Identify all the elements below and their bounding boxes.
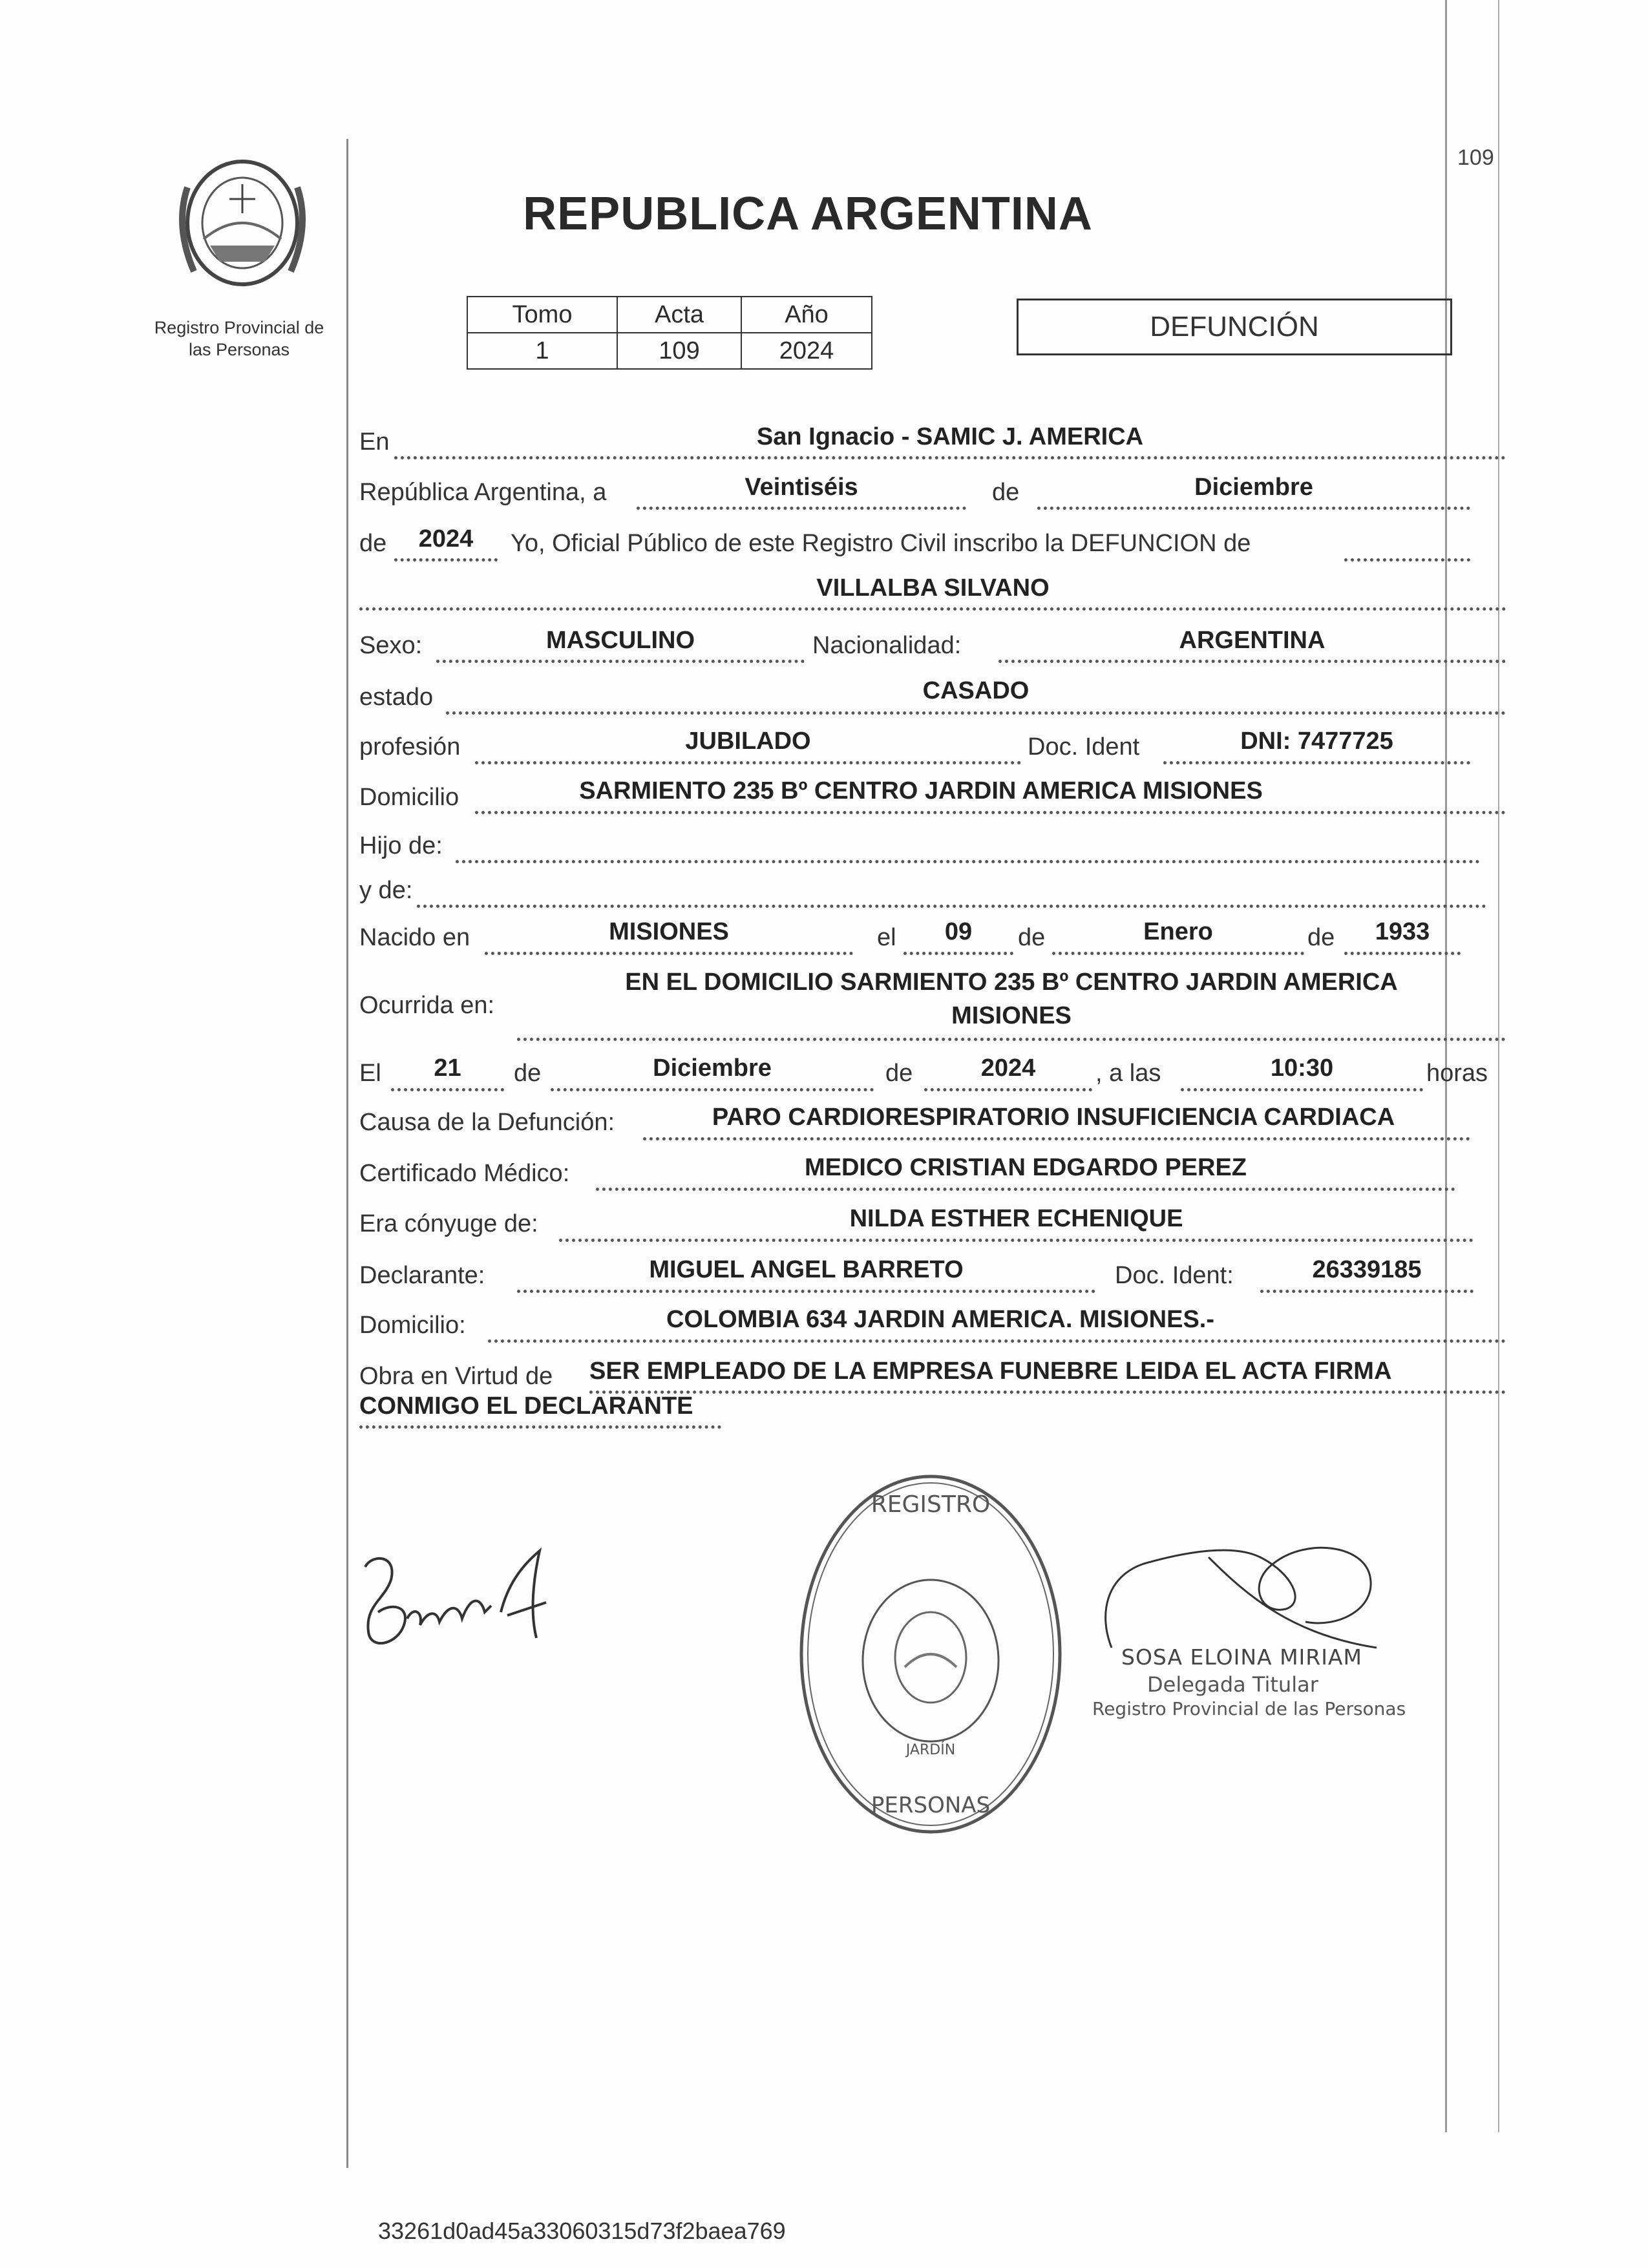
dotted-line: [436, 660, 805, 663]
official-name: SOSA ELOINA MIRIAM: [1121, 1644, 1362, 1670]
dotted-line: [924, 1088, 1092, 1091]
dotted-line: [596, 1188, 1455, 1191]
doc-ident-label: Doc. Ident: [1028, 733, 1140, 761]
dotted-line: [359, 607, 1506, 611]
obra-line2: CONMIGO EL DECLARANTE: [359, 1392, 693, 1420]
profesion-label: profesión: [359, 733, 461, 761]
record-reference-table: [467, 296, 872, 370]
svg-text:REGISTRO: REGISTRO: [871, 1491, 991, 1518]
declarant-signature: [352, 1541, 585, 1664]
republica-label: República Argentina, a: [359, 479, 607, 506]
tomo-header: Tomo: [467, 297, 617, 333]
ocurrida-en-label: Ocurrida en:: [359, 992, 495, 1019]
dotted-line: [517, 1290, 1095, 1293]
nacionalidad-value: ARGENTINA: [1179, 627, 1326, 654]
page-number: 109: [1457, 145, 1494, 170]
ocurrida-line1: EN EL DOMICILIO SARMIENTO 235 Bº CENTRO JARDIN AMERICA: [625, 969, 1398, 996]
dotted-line: [475, 811, 1506, 814]
el-label: el: [877, 924, 896, 951]
hijo-de-label: Hijo de:: [359, 832, 443, 859]
birth-month-value: Enero: [1143, 918, 1213, 945]
el-cap-label: El: [359, 1060, 381, 1087]
dotted-line: [551, 1088, 874, 1091]
doc-ident-value: DNI: 7477725: [1240, 728, 1393, 755]
dotted-line: [1344, 558, 1470, 562]
sexo-label: Sexo:: [359, 632, 423, 659]
death-day-value: 21: [434, 1055, 461, 1082]
dotted-line: [359, 1425, 721, 1429]
dotted-line: [559, 1239, 1474, 1242]
conyuge-value: NILDA ESTHER ECHENIQUE: [849, 1205, 1183, 1232]
obra-label: Obra en Virtud de: [359, 1363, 553, 1390]
page-title: REPUBLICA ARGENTINA: [523, 188, 1093, 240]
registration-statement: Yo, Oficial Público de este Registro Civil inscribo la DEFUNCION de: [511, 530, 1251, 557]
dotted-line: [1344, 952, 1461, 955]
birth-day-value: 09: [944, 918, 973, 945]
year-value: 2024: [418, 525, 474, 552]
dotted-line: [446, 711, 1506, 715]
document-hash: 33261d0ad45a33060315d73f2baea769: [378, 2218, 786, 2244]
causa-label: Causa de la Defunción:: [359, 1109, 615, 1136]
right-edge-rule: [1498, 0, 1499, 2132]
dotted-line: [417, 905, 1486, 908]
death-time-value: 10:30: [1270, 1055, 1334, 1082]
en-label: En: [359, 428, 390, 456]
official-org: Registro Provincial de las Personas: [1092, 1698, 1406, 1719]
a-las-label: , a las: [1095, 1060, 1161, 1087]
dotted-line: [998, 660, 1506, 663]
death-month-value: Diciembre: [653, 1055, 772, 1082]
acta-header: Acta: [617, 297, 741, 333]
dotted-line: [643, 1137, 1470, 1140]
registry-stamp: [788, 1460, 1073, 1848]
dotted-line: [903, 952, 1013, 955]
de-label: de: [885, 1060, 913, 1087]
de-label: de: [514, 1060, 542, 1087]
registry-label: [129, 317, 349, 361]
certificado-label: Certificado Médico:: [359, 1160, 570, 1187]
de-label: de: [1307, 924, 1335, 951]
place-value: San Ignacio - SAMIC J. AMERICA: [756, 423, 1144, 450]
left-margin-rule: [346, 139, 348, 2168]
domicilio-value: SARMIENTO 235 Bº CENTRO JARDIN AMERICA MISIONES: [579, 777, 1263, 804]
dotted-line: [637, 507, 966, 510]
dotted-line: [589, 1391, 1506, 1394]
dotted-line: [1037, 507, 1470, 510]
official-title: Delegada Titular: [1147, 1672, 1318, 1697]
declarante-doc-value: 26339185: [1312, 1256, 1422, 1283]
anio-value: 2024: [741, 333, 872, 369]
svg-text:JARDÍN: JARDÍN: [905, 1742, 956, 1758]
estado-value: CASADO: [922, 677, 1030, 704]
dotted-line: [1052, 952, 1304, 955]
horas-label: horas: [1426, 1060, 1488, 1087]
declarante-domicilio-value: COLOMBIA 634 JARDIN AMERICA. MISIONES.-: [666, 1306, 1215, 1333]
declarante-value: MIGUEL ANGEL BARRETO: [649, 1256, 964, 1283]
dotted-line: [1163, 761, 1470, 764]
tomo-value: 1: [467, 333, 617, 369]
domicilio-label: Domicilio: [359, 784, 460, 811]
doc-ident2-label: Doc. Ident:: [1115, 1262, 1234, 1289]
de-label: de: [359, 530, 387, 557]
dotted-line: [394, 558, 498, 562]
day-words-value: Veintiséis: [745, 474, 858, 501]
y-de-label: y de:: [359, 877, 413, 904]
profesion-value: JUBILADO: [685, 728, 811, 755]
death-year-value: 2024: [980, 1055, 1036, 1082]
svg-text:PERSONAS: PERSONAS: [871, 1792, 991, 1818]
registry-label-line2: las Personas: [188, 340, 290, 359]
provincial-crest-logo: [168, 149, 317, 304]
ocurrida-line2: MISIONES: [951, 1002, 1072, 1029]
certificado-value: MEDICO CRISTIAN EDGARDO PEREZ: [804, 1154, 1247, 1181]
dotted-line: [517, 1038, 1506, 1041]
de-label: de: [1018, 924, 1046, 951]
dotted-line: [488, 1339, 1506, 1343]
dotted-line: [1181, 1088, 1423, 1091]
nacido-en-value: MISIONES: [609, 918, 729, 945]
dotted-line: [394, 456, 1506, 459]
de-label: de: [992, 479, 1020, 506]
obra-line1: SER EMPLEADO DE LA EMPRESA FUNEBRE LEIDA EL ACTA FIRMA: [589, 1358, 1392, 1385]
estado-label: estado: [359, 684, 434, 711]
dotted-line: [456, 860, 1480, 863]
record-type-box: DEFUNCIÓN: [1017, 299, 1452, 355]
anio-header: Año: [741, 297, 872, 333]
registry-label-line1: Registro Provincial de: [154, 318, 324, 337]
conyuge-label: Era cónyuge de:: [359, 1210, 538, 1237]
birth-year-value: 1933: [1375, 918, 1430, 945]
deceased-name: VILLALBA SILVANO: [816, 574, 1050, 602]
dotted-line: [485, 952, 853, 955]
dotted-line: [1260, 1290, 1474, 1293]
declarante-label: Declarante:: [359, 1262, 485, 1289]
domicilio2-label: Domicilio:: [359, 1312, 466, 1339]
acta-value: 109: [617, 333, 741, 369]
nacionalidad-label: Nacionalidad:: [812, 632, 962, 659]
dotted-line: [391, 1088, 504, 1091]
nacido-en-label: Nacido en: [359, 924, 470, 951]
sexo-value: MASCULINO: [545, 627, 695, 654]
month-value: Diciembre: [1194, 474, 1313, 501]
dotted-line: [475, 761, 1021, 764]
causa-value: PARO CARDIORESPIRATORIO INSUFICIENCIA CARDIACA: [712, 1104, 1395, 1131]
